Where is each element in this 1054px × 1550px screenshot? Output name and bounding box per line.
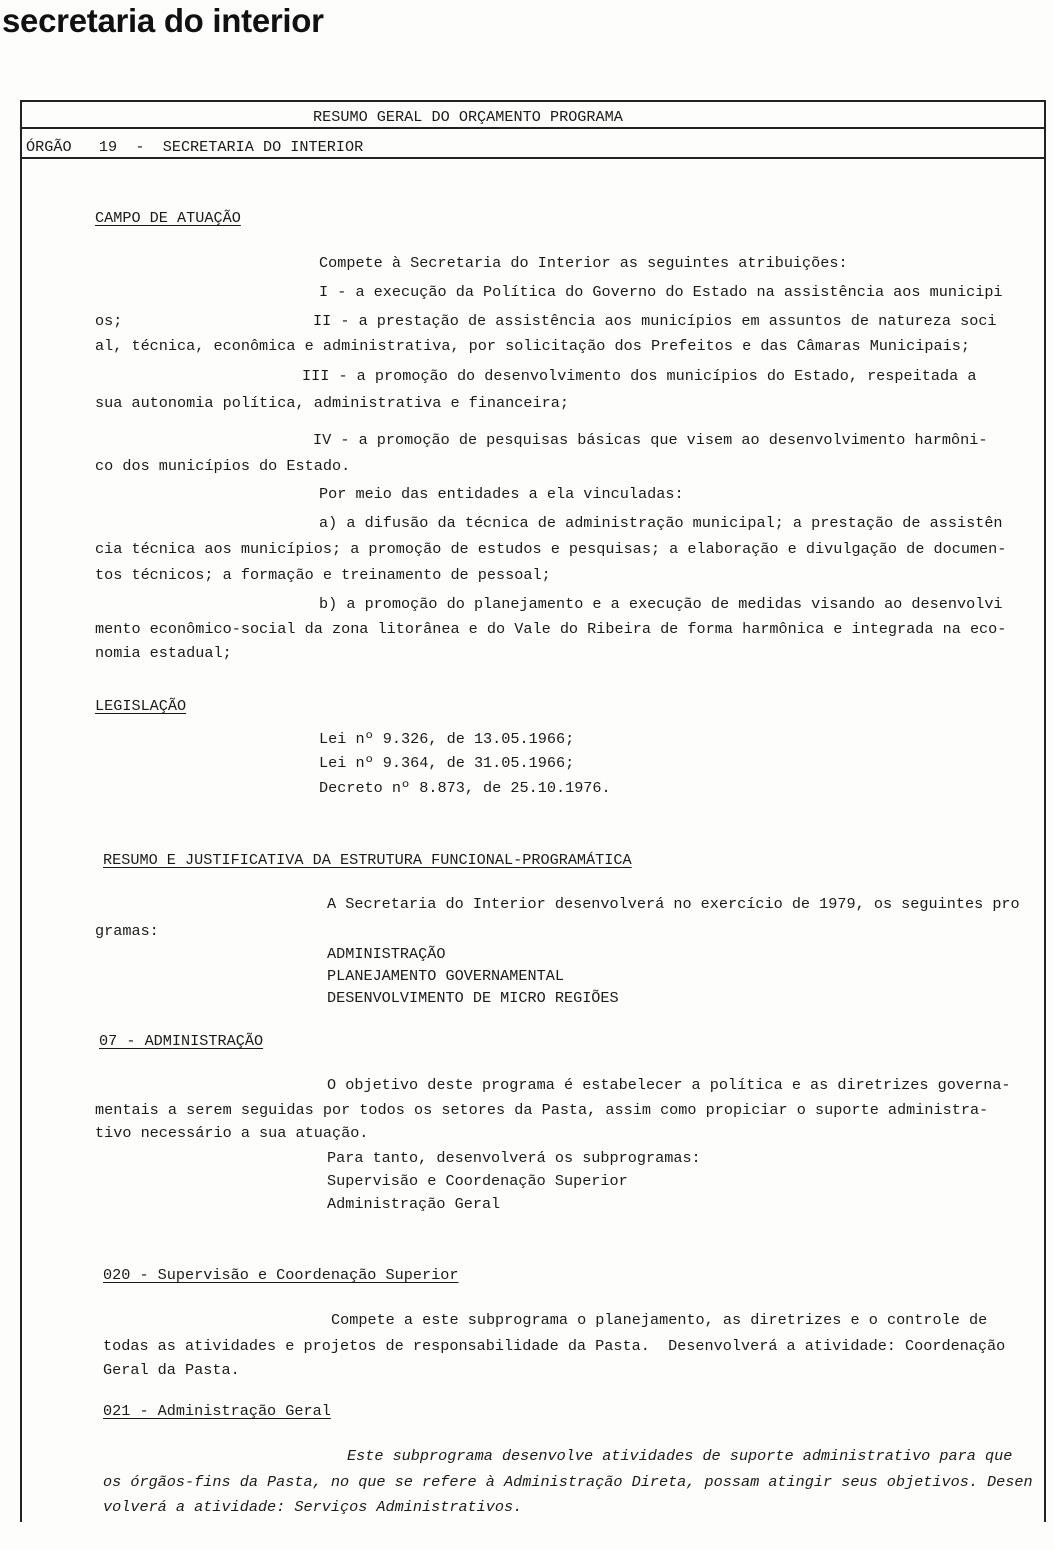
paragraph-line: nomia estadual; [95,644,232,662]
section-heading-campo: CAMPO DE ATUAÇÃO [95,209,241,227]
paragraph-line: Este subprograma desenvolve atividades de suporte administrativo para que [347,1447,1013,1465]
document-header-title: RESUMO GERAL DO ORÇAMENTO PROGRAMA [313,108,623,126]
paragraph-line: Geral da Pasta. [103,1361,240,1379]
program-item: PLANEJAMENTO GOVERNAMENTAL [327,967,564,985]
paragraph-line: tivo necessário a sua atuação. [95,1124,369,1142]
paragraph-line: os; [95,312,123,330]
section-heading-supervisao: 020 - Supervisão e Coordenação Superior [103,1266,459,1284]
subprogram-item: Supervisão e Coordenação Superior [327,1172,628,1190]
paragraph-line: os órgãos-fins da Pasta, no que se refere à Administração Direta, possam atingir seus objetivos. Desen [103,1473,1033,1491]
section-heading-administracao: 07 - ADMINISTRAÇÃO [99,1032,264,1050]
paragraph-line: Por meio das entidades a ela vinculadas: [319,485,684,503]
paragraph-line: b) a promoção do planejamento e a execução de medidas visando ao desenvolvi [319,595,1003,613]
paragraph-line: tos técnicos; a formação e treinamento de pessoal; [95,566,551,584]
paragraph-line: co dos municípios do Estado. [95,457,351,475]
paragraph-line: I - a execução da Política do Governo do Estado na assistência aos municipi [319,283,1003,301]
paragraph-line: volverá a atividade: Serviços Administrativos. [103,1498,523,1516]
paragraph-line: gramas: [95,922,159,940]
paragraph-line: sua autonomia política, administrativa e financeira; [95,394,569,412]
law-item: Lei nº 9.326, de 13.05.1966; [319,730,575,748]
paragraph-line: II - a prestação de assistência aos municípios em assuntos de natureza soci [313,312,997,330]
subprogram-item: Administração Geral [327,1195,501,1213]
program-item: DESENVOLVIMENTO DE MICRO REGIÕES [327,989,619,1007]
paragraph-line: cia técnica aos municípios; a promoção de estudos e pesquisas; a elaboração e divulgação de documen- [95,540,1007,558]
paragraph-line: Compete à Secretaria do Interior as seguintes atribuições: [319,254,848,272]
paragraph-line: mentais a serem seguidas por todos os setores da Pasta, assim como propiciar o suporte administra- [95,1101,989,1119]
paragraph-line: O objetivo deste programa é estabelecer a política e as diretrizes governa- [327,1076,1011,1094]
law-item: Decreto nº 8.873, de 25.10.1976. [319,779,611,797]
program-item: ADMINISTRAÇÃO [327,945,446,963]
page-title: secretaria do interior [2,2,324,39]
section-heading-legislacao: LEGISLAÇÃO [95,697,187,715]
paragraph-line: mento econômico-social da zona litorânea e do Vale do Ribeira de forma harmônica e integrada na eco- [95,620,1007,638]
law-item: Lei nº 9.364, de 31.05.1966; [319,754,575,772]
divider [20,157,1044,159]
paragraph-line: todas as atividades e projetos de responsabilidade da Pasta. Desenvolverá a atividade: Coordenação [103,1337,1006,1355]
paragraph-line: Para tanto, desenvolverá os subprogramas: [327,1149,701,1167]
paragraph-line: al, técnica, econômica e administrativa, por solicitação dos Prefeitos e das Câmaras Municipais; [95,337,970,355]
paragraph-line: IV - a promoção de pesquisas básicas que visem ao desenvolvimento harmôni- [313,431,988,449]
paragraph-line: a) a difusão da técnica de administração municipal; a prestação de assistên [319,514,1003,532]
orgao-label: ÓRGÃO 19 - SECRETARIA DO INTERIOR [26,138,364,156]
section-heading-resumo: RESUMO E JUSTIFICATIVA DA ESTRUTURA FUNCIONAL-PROGRAMÁTICA [103,851,632,869]
divider [20,127,1044,129]
paragraph-line: III - a promoção do desenvolvimento dos municípios do Estado, respeitada a [302,367,977,385]
paragraph-line: Compete a este subprograma o planejamento, as diretrizes e o controle de [331,1311,988,1329]
paragraph-line: A Secretaria do Interior desenvolverá no exercício de 1979, os seguintes pro [327,895,1020,913]
section-heading-administracao-geral: 021 - Administração Geral [103,1402,331,1420]
